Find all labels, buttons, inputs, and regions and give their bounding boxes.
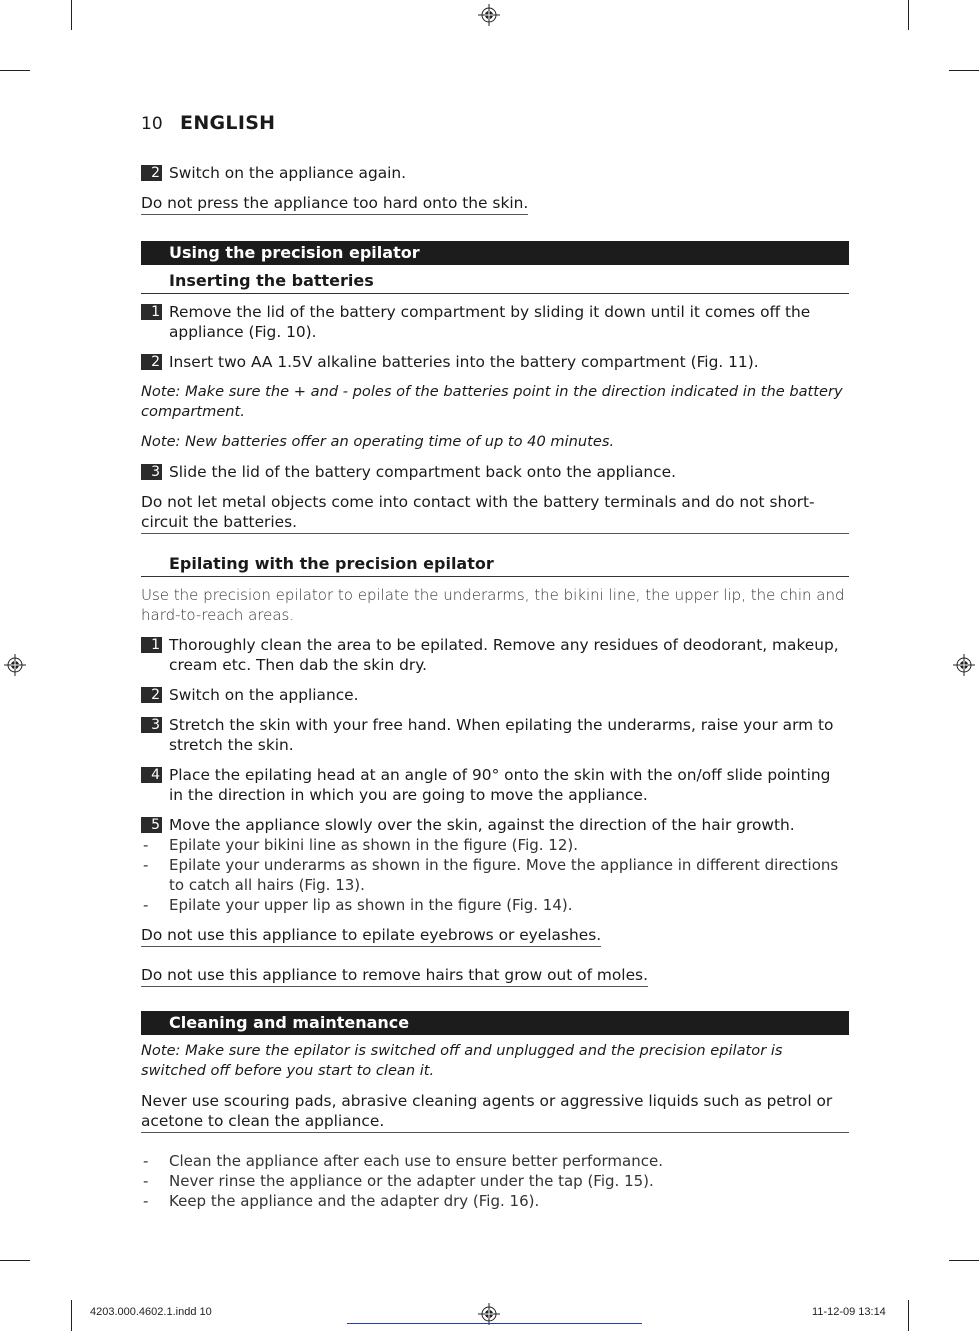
note: Note: Make sure the epilator is switched off and unplugged and the precision epilator is switched off before you start to clean it. <box>141 1042 783 1079</box>
step-number: 3 <box>141 717 162 733</box>
crop-mark <box>908 0 909 30</box>
step-text: Switch on the appliance. <box>169 686 359 704</box>
step-text: Insert two AA 1.5V alkaline batteries into the battery compartment (Fig. 11). <box>169 353 759 371</box>
warning-text: Do not press the appliance too hard onto the skin. <box>141 194 529 212</box>
intro-paragraph: Use the precision epilator to epilate the underarms, the bikini line, the upper lip, the chin and hard-to-reach areas. <box>141 586 845 624</box>
page-header <box>141 112 275 134</box>
warning <box>141 965 648 987</box>
step <box>141 685 849 705</box>
subsection-heading: Epilating with the precision epilator <box>141 554 849 577</box>
warning-text: Do not use this appliance to remove hairs that grow out of moles. <box>141 966 648 984</box>
crop-mark <box>949 1260 979 1261</box>
step <box>141 462 849 482</box>
note: Note: New batteries offer an operating time of up to 40 minutes. <box>141 433 615 450</box>
list-item: - Epilate your upper lip as shown in the figure (Fig. 14). <box>141 895 849 915</box>
footer-rule <box>347 1323 642 1324</box>
step-number: 5 <box>141 817 162 833</box>
warning-text: Do not use this appliance to epilate eyebrows or eyelashes. <box>141 926 602 944</box>
step-text: Stretch the skin with your free hand. When epilating the underarms, raise your arm to stretch the skin. <box>169 716 834 754</box>
registration-mark-icon <box>4 654 26 676</box>
step-number: 2 <box>141 165 162 181</box>
step-text: Remove the lid of the battery compartment by sliding it down until it comes off the appliance (Fig. 10). <box>169 303 811 341</box>
step <box>141 635 849 675</box>
step-number: 3 <box>141 464 162 480</box>
step-text: Slide the lid of the battery compartment back onto the appliance. <box>169 463 676 481</box>
step <box>141 163 849 183</box>
list-item: - Clean the appliance after each use to ensure better performance. <box>141 1151 849 1171</box>
warning <box>141 193 528 215</box>
warning-text: Never use scouring pads, abrasive cleaning agents or aggressive liquids such as petrol or acetone to clean the appliance. <box>141 1092 833 1130</box>
page-number: 10 <box>141 114 163 134</box>
step-text: Switch on the appliance again. <box>169 164 407 182</box>
list-item: - Epilate your bikini line as shown in the figure (Fig. 12). <box>141 835 849 855</box>
list-item: - Epilate your underarms as shown in the figure. Move the appliance in different directions to catch all hairs (Fig. 13). <box>141 855 849 895</box>
warning-text: Do not let metal objects come into contact with the battery terminals and do not short-circuit the batteries. <box>141 493 815 531</box>
step <box>141 815 849 835</box>
step-number: 1 <box>141 304 162 320</box>
step-number: 2 <box>141 354 162 370</box>
registration-mark-icon <box>478 1303 500 1325</box>
section-title: Using the precision epilator <box>141 241 849 265</box>
crop-mark <box>0 70 30 71</box>
list-item: - Never rinse the appliance or the adapter under the tap (Fig. 15). <box>141 1171 849 1191</box>
warning <box>141 492 849 534</box>
step <box>141 765 849 805</box>
note: Note: Make sure the + and - poles of the batteries point in the direction indicated in the battery compartment. <box>141 383 843 420</box>
footer-file: 4203.000.4602.1.indd 10 <box>90 1306 212 1318</box>
list-item: - Keep the appliance and the adapter dry (Fig. 16). <box>141 1191 849 1211</box>
step-number: 1 <box>141 637 162 653</box>
registration-mark-icon <box>953 654 975 676</box>
step <box>141 352 849 372</box>
warning <box>141 1091 849 1133</box>
step <box>141 302 849 342</box>
step-text: Thoroughly clean the area to be epilated. Remove any residues of deodorant, makeup, cream etc. Then dab the skin dry. <box>169 636 839 674</box>
crop-mark <box>0 1260 30 1261</box>
step-text: Place the epilating head at an angle of 90° onto the skin with the on/off slide pointing in the direction in which you are going to move the appliance. <box>169 766 831 804</box>
language-title: ENGLISH <box>180 112 276 134</box>
crop-mark <box>908 1300 909 1331</box>
step-number: 2 <box>141 687 162 703</box>
warning <box>141 925 601 947</box>
subsection-heading: Inserting the batteries <box>141 271 849 294</box>
crop-mark <box>71 0 72 30</box>
section-title: Cleaning and maintenance <box>141 1011 849 1035</box>
step-text: Move the appliance slowly over the skin, against the direction of the hair growth. <box>169 816 795 834</box>
page-content <box>141 163 849 1211</box>
step <box>141 715 849 755</box>
crop-mark <box>949 70 979 71</box>
crop-mark <box>71 1300 72 1331</box>
footer-date: 11-12-09 13:14 <box>812 1306 886 1318</box>
step-number: 4 <box>141 767 162 783</box>
registration-mark-icon <box>478 4 500 26</box>
